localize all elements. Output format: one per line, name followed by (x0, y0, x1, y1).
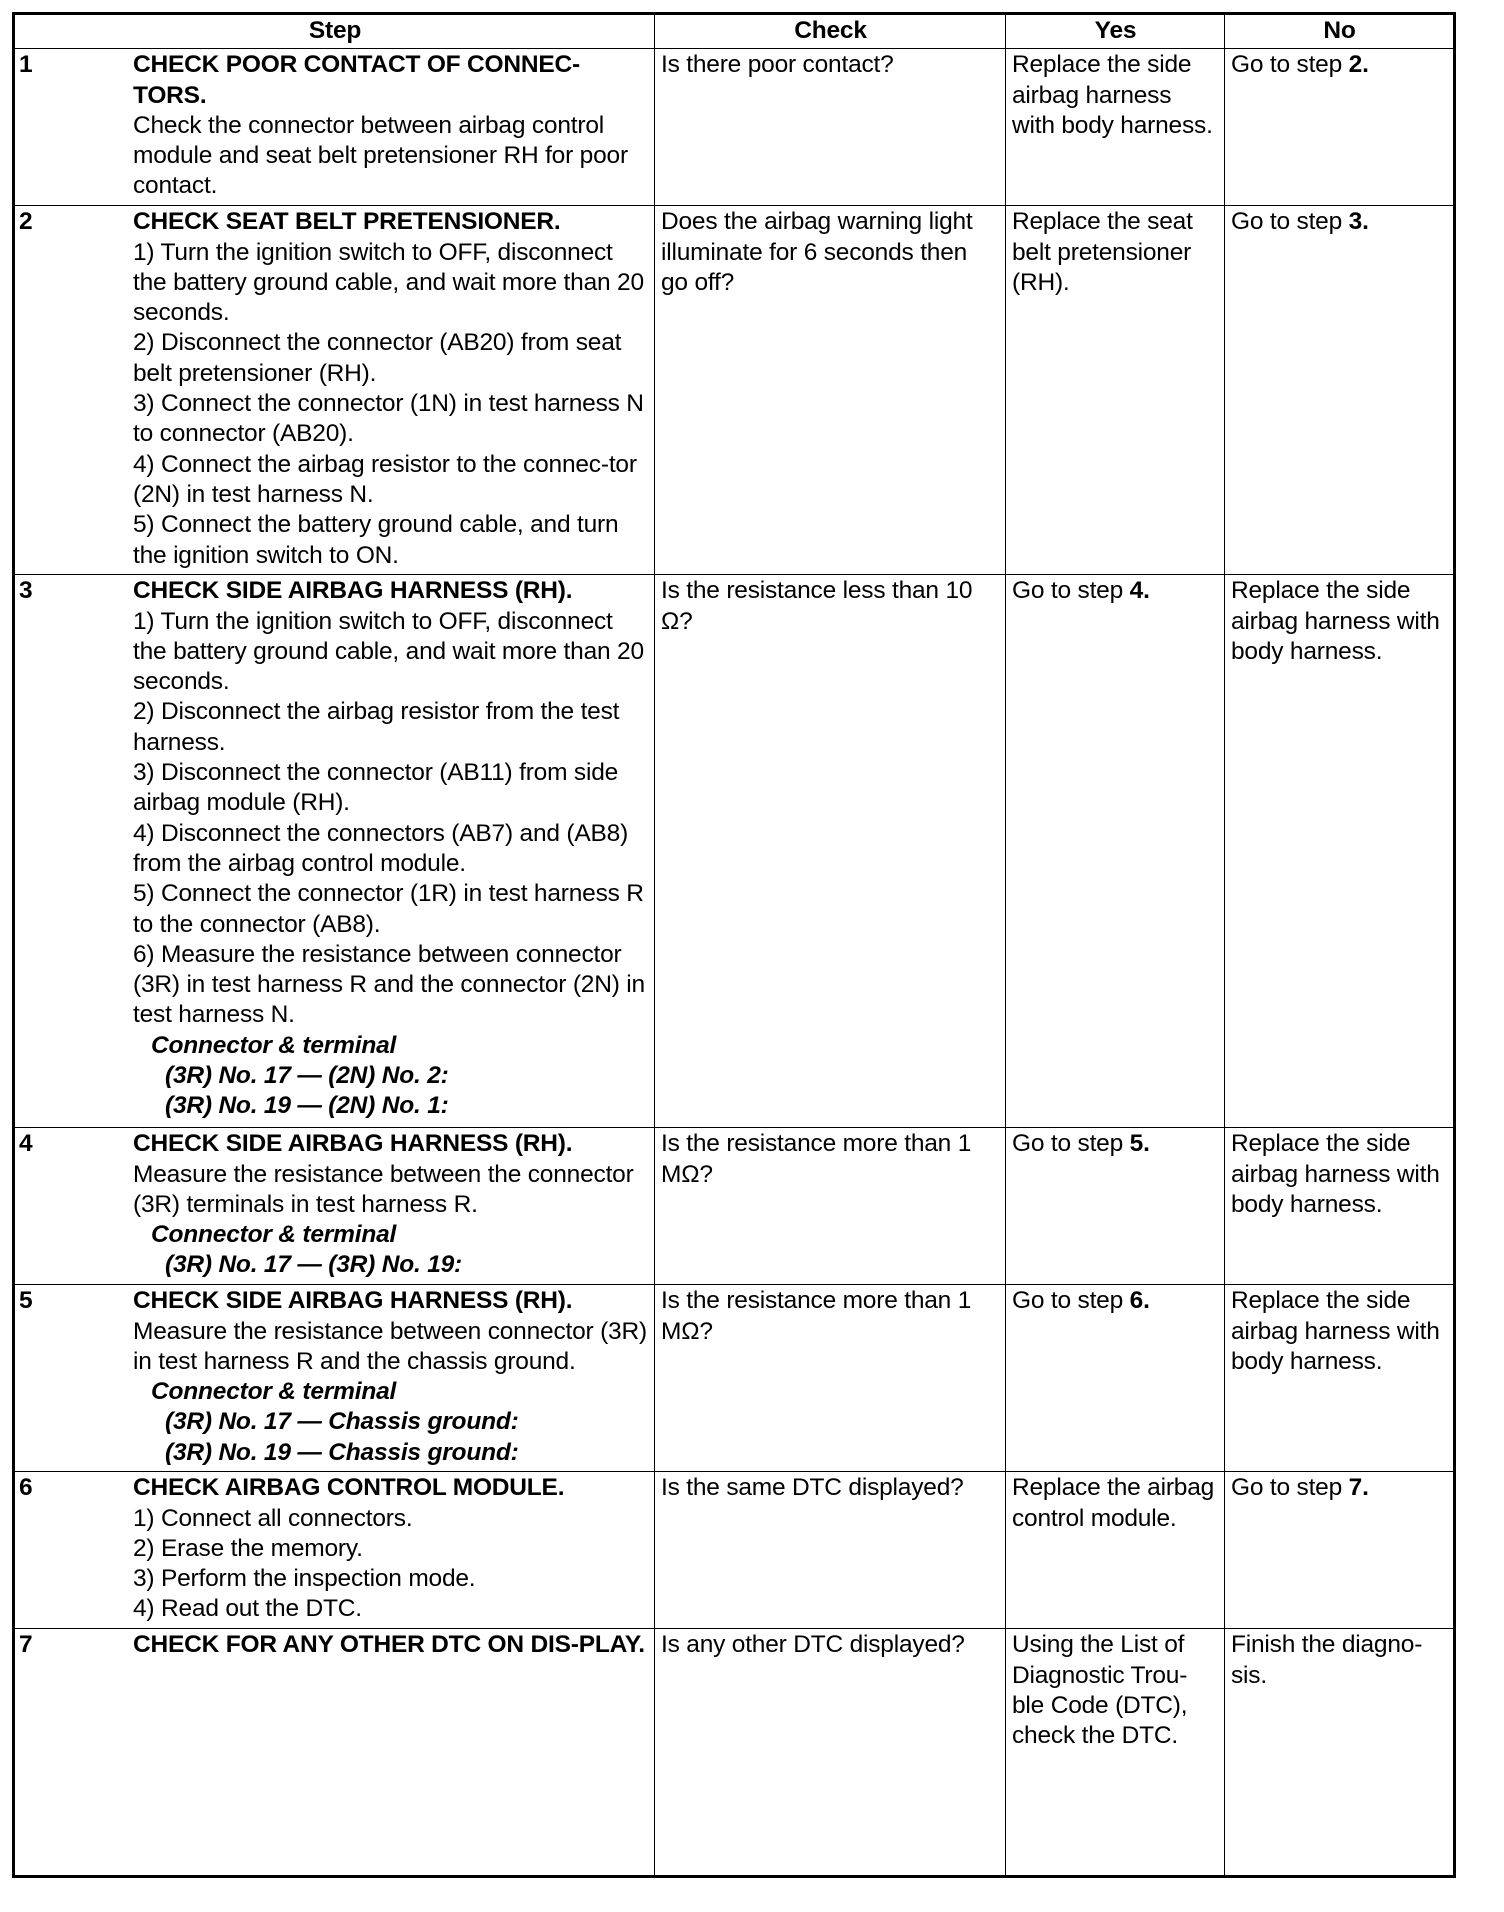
step-number: 3 (19, 577, 33, 605)
header-yes: Yes (1006, 14, 1225, 49)
connector-terminal-heading: Connector & terminal (151, 1378, 397, 1406)
step-instruction: 3) Connect the connector (1N) in test harness N to connector (AB20). (133, 390, 644, 448)
no-text: Go to step (1231, 1474, 1349, 1502)
yes-step-ref: 5. (1129, 1130, 1150, 1158)
step-number: 4 (19, 1130, 33, 1158)
step-cell (14, 575, 655, 1128)
step-cell (14, 206, 655, 575)
step-cell (14, 1629, 655, 1877)
no-cell: Finish the diagno-sis. (1225, 1629, 1455, 1877)
connector-terminal-heading: Connector & terminal (151, 1031, 397, 1059)
step-cell (14, 49, 655, 206)
connector-terminal-spec: (3R) No. 17 — (2N) No. 2: (165, 1062, 449, 1090)
diagnostic-table (12, 12, 1456, 1878)
connector-terminal-heading: Connector & terminal (151, 1221, 397, 1249)
yes-text: Go to step (1012, 577, 1130, 605)
no-cell: Replace the side airbag harness with body harness. (1225, 575, 1455, 1128)
step-title: CHECK SIDE AIRBAG HARNESS (RH). (133, 1130, 573, 1158)
no-step-ref: 2. (1348, 51, 1369, 79)
yes-cell: Replace the side airbag harness with body harness. (1006, 49, 1225, 206)
step-title: CHECK FOR ANY OTHER DTC ON DIS-PLAY. (133, 1631, 645, 1659)
table-row (14, 1128, 1455, 1285)
check-cell: Does the airbag warning light illuminate for 6 seconds then go off? (655, 206, 1006, 575)
no-cell (1225, 1472, 1455, 1629)
no-cell: Replace the side airbag harness with body harness. (1225, 1128, 1455, 1285)
table-row (14, 206, 1455, 575)
yes-text: Go to step (1012, 1287, 1130, 1315)
step-instruction: 2) Disconnect the connector (AB20) from seat belt pretensioner (RH). (133, 329, 622, 387)
step-instruction: 1) Turn the ignition switch to OFF, disconnect the battery ground cable, and wait more than 20 seconds. (133, 607, 644, 696)
step-title: CHECK SIDE AIRBAG HARNESS (RH). (133, 1287, 573, 1315)
step-cell (14, 1128, 655, 1285)
step-cell (14, 1472, 655, 1629)
step-number: 2 (19, 208, 33, 236)
no-cell: Replace the side airbag harness with body harness. (1225, 1285, 1455, 1472)
step-title: CHECK SEAT BELT PRETENSIONER. (133, 208, 561, 236)
step-instruction: Measure the resistance between the connector (3R) terminals in test harness R. (133, 1160, 634, 1218)
header-check: Check (655, 14, 1006, 49)
check-cell: Is the same DTC displayed? (655, 1472, 1006, 1629)
check-cell: Is any other DTC displayed? (655, 1629, 1006, 1877)
step-instruction: 4) Connect the airbag resistor to the connec-tor (2N) in test harness N. (133, 450, 637, 508)
step-instruction: 6) Measure the resistance between connector (3R) in test harness R and the connector (2N) in test harness N. (133, 940, 645, 1029)
step-instruction: 4) Disconnect the connectors (AB7) and (AB8) from the airbag control module. (133, 819, 629, 877)
table-row (14, 1285, 1455, 1472)
table-row (14, 1629, 1455, 1877)
yes-cell (1006, 1128, 1225, 1285)
yes-step-ref: 4. (1129, 577, 1150, 605)
connector-terminal-spec: (3R) No. 19 — (2N) No. 1: (165, 1092, 449, 1120)
yes-cell (1006, 1285, 1225, 1472)
step-number: 7 (19, 1631, 33, 1659)
no-step-ref: 7. (1348, 1474, 1369, 1502)
table-header-row (14, 14, 1455, 49)
step-instruction: 2) Disconnect the airbag resistor from the test harness. (133, 698, 620, 756)
no-text: Go to step (1231, 51, 1349, 79)
connector-terminal-spec: (3R) No. 19 — Chassis ground: (165, 1438, 519, 1466)
step-instruction: 3) Perform the inspection mode. (133, 1565, 476, 1593)
step-instruction: 1) Connect all connectors. (133, 1504, 413, 1532)
step-instruction: Measure the resistance between connector (3R) in test harness R and the chassis ground. (133, 1317, 647, 1375)
yes-cell (1006, 575, 1225, 1128)
yes-step-ref: 6. (1129, 1287, 1150, 1315)
yes-cell: Using the List of Diagnostic Trou-ble Code (DTC), check the DTC. (1006, 1629, 1225, 1877)
connector-terminal-spec: (3R) No. 17 — (3R) No. 19: (165, 1251, 463, 1279)
step-instruction: 5) Connect the connector (1R) in test harness R to the connector (AB8). (133, 880, 644, 938)
check-cell: Is the resistance less than 10 Ω? (655, 575, 1006, 1128)
table-row (14, 575, 1455, 1128)
check-cell: Is the resistance more than 1 MΩ? (655, 1128, 1006, 1285)
step-number: 1 (19, 51, 33, 79)
step-number: 5 (19, 1287, 33, 1315)
check-cell: Is there poor contact? (655, 49, 1006, 206)
step-instruction: 3) Disconnect the connector (AB11) from side airbag module (RH). (133, 759, 619, 817)
step-instruction: 1) Turn the ignition switch to OFF, disconnect the battery ground cable, and wait more than 20 seconds. (133, 238, 644, 327)
table-row (14, 1472, 1455, 1629)
connector-terminal-spec: (3R) No. 17 — Chassis ground: (165, 1408, 519, 1436)
header-no: No (1225, 14, 1455, 49)
no-step-ref: 3. (1348, 208, 1369, 236)
check-cell: Is the resistance more than 1 MΩ? (655, 1285, 1006, 1472)
step-cell (14, 1285, 655, 1472)
yes-text: Go to step (1012, 1130, 1130, 1158)
header-step: Step (14, 14, 655, 49)
step-instruction: 4) Read out the DTC. (133, 1595, 362, 1623)
step-instruction: 2) Erase the memory. (133, 1534, 363, 1562)
no-text: Go to step (1231, 208, 1349, 236)
step-title: CHECK SIDE AIRBAG HARNESS (RH). (133, 577, 573, 605)
yes-cell: Replace the seat belt pretensioner (RH). (1006, 206, 1225, 575)
step-instruction: 5) Connect the battery ground cable, and turn the ignition switch to ON. (133, 511, 619, 569)
step-number: 6 (19, 1474, 33, 1502)
no-cell (1225, 49, 1455, 206)
step-title: CHECK POOR CONTACT OF CONNEC-TORS. (133, 51, 580, 109)
step-instruction: Check the connector between airbag control module and seat belt pretensioner RH for poor contact. (133, 111, 628, 200)
diagnostic-table-container (12, 12, 1453, 1878)
step-title: CHECK AIRBAG CONTROL MODULE. (133, 1474, 565, 1502)
table-row (14, 49, 1455, 206)
yes-cell: Replace the airbag control module. (1006, 1472, 1225, 1629)
no-cell (1225, 206, 1455, 575)
